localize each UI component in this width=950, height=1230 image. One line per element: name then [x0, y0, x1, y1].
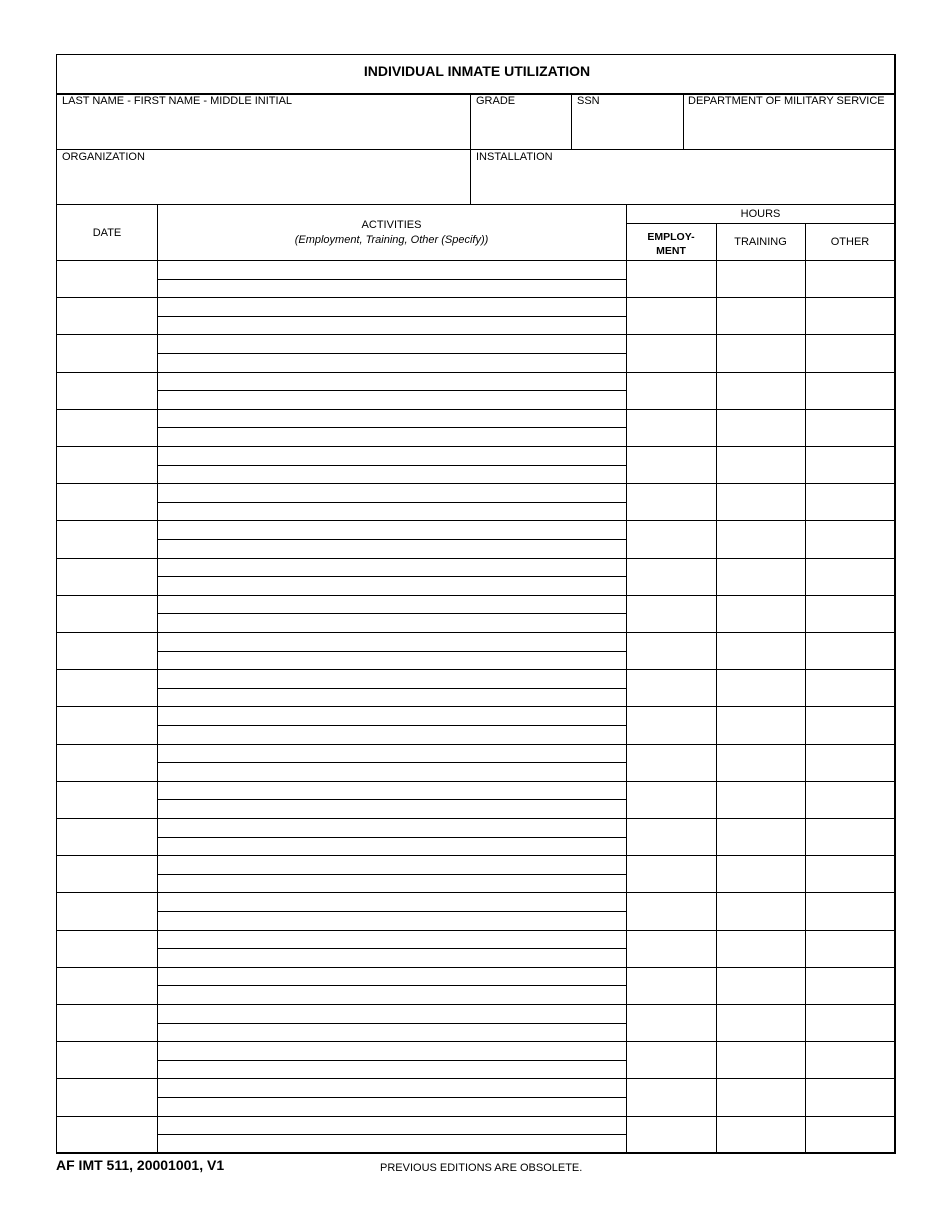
other-hours-cell[interactable]	[807, 373, 893, 408]
other-hours-cell[interactable]	[807, 670, 893, 705]
activity-split-line	[157, 1060, 626, 1061]
date-cell[interactable]	[58, 856, 156, 891]
employment-hours-cell[interactable]	[628, 782, 715, 817]
training-hours-cell[interactable]	[718, 707, 804, 742]
employment-hours-cell[interactable]	[628, 447, 715, 482]
training-hours-cell[interactable]	[718, 261, 804, 296]
other-hours-cell[interactable]	[807, 484, 893, 519]
activity-split-line	[157, 762, 626, 763]
other-hours-cell[interactable]	[807, 261, 893, 296]
employment-hours-cell[interactable]	[628, 1117, 715, 1152]
employment-hours-cell[interactable]	[628, 596, 715, 631]
employment-hours-cell[interactable]	[628, 1005, 715, 1040]
activity-line[interactable]	[159, 689, 625, 706]
divider	[57, 204, 895, 205]
activity-split-line	[157, 985, 626, 986]
activity-split-line	[157, 911, 626, 912]
activity-line[interactable]	[159, 466, 625, 483]
installation-field[interactable]	[472, 165, 893, 204]
form-identifier: AF IMT 511, 20001001, V1	[56, 1157, 225, 1173]
date-cell[interactable]	[58, 1005, 156, 1040]
department-label: DEPARTMENT OF MILITARY SERVICE	[688, 95, 885, 107]
employment-hours-cell[interactable]	[628, 484, 715, 519]
training-hours-cell[interactable]	[718, 298, 804, 333]
employment-hours-cell[interactable]	[628, 298, 715, 333]
training-hours-cell[interactable]	[718, 745, 804, 780]
other-hours-cell[interactable]	[807, 782, 893, 817]
date-cell[interactable]	[58, 335, 156, 370]
activity-line[interactable]	[159, 410, 625, 427]
training-hours-cell[interactable]	[718, 559, 804, 594]
activity-line[interactable]	[159, 596, 625, 613]
date-header: DATE	[92, 227, 122, 239]
activity-line[interactable]	[159, 819, 625, 836]
activity-line[interactable]	[159, 763, 625, 780]
activity-split-line	[157, 576, 626, 577]
other-hours-cell[interactable]	[807, 745, 893, 780]
other-hours-cell[interactable]	[807, 1079, 893, 1114]
activity-line[interactable]	[159, 484, 625, 501]
date-cell[interactable]	[58, 559, 156, 594]
other-header: OTHER	[830, 236, 870, 248]
activities-column-divider	[626, 204, 627, 1153]
training-hours-cell[interactable]	[718, 1079, 804, 1114]
employment-hours-cell[interactable]	[628, 893, 715, 928]
grade-label: GRADE	[476, 95, 516, 107]
activity-split-line	[157, 1134, 626, 1135]
date-cell[interactable]	[58, 410, 156, 445]
date-column-divider	[157, 204, 158, 1153]
activity-split-line	[157, 502, 626, 503]
activity-line[interactable]	[159, 1024, 625, 1041]
activity-line[interactable]	[159, 1135, 625, 1152]
other-hours-cell[interactable]	[807, 633, 893, 668]
activity-line[interactable]	[159, 1098, 625, 1115]
activity-split-line	[157, 874, 626, 875]
activity-line[interactable]	[159, 931, 625, 948]
activities-subheader: (Employment, Training, Other (Specify))	[294, 234, 489, 246]
date-cell[interactable]	[58, 1117, 156, 1152]
activity-split-line	[157, 465, 626, 466]
activity-line[interactable]	[159, 670, 625, 687]
activity-line[interactable]	[159, 298, 625, 315]
activity-line[interactable]	[159, 1061, 625, 1078]
employment-hours-cell[interactable]	[628, 931, 715, 966]
employment-hours-cell[interactable]	[628, 819, 715, 854]
activity-line[interactable]	[159, 335, 625, 352]
activity-line[interactable]	[159, 1117, 625, 1134]
employment-hours-cell[interactable]	[628, 1079, 715, 1114]
other-hours-cell[interactable]	[807, 856, 893, 891]
training-hours-cell[interactable]	[718, 856, 804, 891]
activity-split-line	[157, 688, 626, 689]
employment-hours-cell[interactable]	[628, 559, 715, 594]
date-cell[interactable]	[58, 596, 156, 631]
date-cell[interactable]	[58, 745, 156, 780]
activity-line[interactable]	[159, 317, 625, 334]
inmate-utilization-form	[56, 54, 896, 1154]
employment-header-line1: EMPLOY-	[647, 231, 695, 243]
training-hours-cell[interactable]	[718, 596, 804, 631]
activity-line[interactable]	[159, 373, 625, 390]
other-hours-cell[interactable]	[807, 410, 893, 445]
hours-divider	[626, 223, 895, 224]
activity-split-line	[157, 613, 626, 614]
date-cell[interactable]	[58, 298, 156, 333]
activity-split-line	[157, 539, 626, 540]
activity-line[interactable]	[159, 726, 625, 743]
activity-line[interactable]	[159, 391, 625, 408]
activity-line[interactable]	[159, 968, 625, 985]
name-label: LAST NAME - FIRST NAME - MIDDLE INITIAL	[62, 95, 293, 107]
other-hours-cell[interactable]	[807, 707, 893, 742]
training-column-divider	[805, 223, 806, 1153]
grade-field[interactable]	[472, 109, 570, 148]
date-cell[interactable]	[58, 968, 156, 1003]
activity-split-line	[157, 799, 626, 800]
date-cell[interactable]	[58, 782, 156, 817]
training-hours-cell[interactable]	[718, 893, 804, 928]
training-hours-cell[interactable]	[718, 670, 804, 705]
activity-line[interactable]	[159, 800, 625, 817]
date-cell[interactable]	[58, 819, 156, 854]
date-cell[interactable]	[58, 1079, 156, 1114]
employment-hours-cell[interactable]	[628, 707, 715, 742]
activity-line[interactable]	[159, 856, 625, 873]
training-hours-cell[interactable]	[718, 373, 804, 408]
activity-line[interactable]	[159, 559, 625, 576]
other-hours-cell[interactable]	[807, 521, 893, 556]
employment-column-divider	[716, 223, 717, 1153]
employment-hours-cell[interactable]	[628, 968, 715, 1003]
date-cell[interactable]	[58, 521, 156, 556]
other-hours-cell[interactable]	[807, 1117, 893, 1152]
name-field[interactable]	[58, 109, 469, 148]
training-hours-cell[interactable]	[718, 447, 804, 482]
hours-header: HOURS	[740, 208, 781, 220]
training-hours-cell[interactable]	[718, 782, 804, 817]
activity-line[interactable]	[159, 633, 625, 650]
date-cell[interactable]	[58, 484, 156, 519]
divider	[57, 149, 895, 150]
installation-label: INSTALLATION	[476, 151, 553, 163]
organization-label: ORGANIZATION	[62, 151, 145, 163]
training-hours-cell[interactable]	[718, 1117, 804, 1152]
activity-split-line	[157, 725, 626, 726]
activity-line[interactable]	[159, 875, 625, 892]
activity-line[interactable]	[159, 707, 625, 724]
activity-line[interactable]	[159, 893, 625, 910]
training-hours-cell[interactable]	[718, 819, 804, 854]
activity-line[interactable]	[159, 986, 625, 1003]
activity-split-line	[157, 390, 626, 391]
activities-header: ACTIVITIES	[361, 219, 422, 231]
employment-hours-cell[interactable]	[628, 261, 715, 296]
date-cell[interactable]	[58, 1042, 156, 1077]
activity-line[interactable]	[159, 1079, 625, 1096]
activity-line[interactable]	[159, 503, 625, 520]
training-hours-cell[interactable]	[718, 410, 804, 445]
other-hours-cell[interactable]	[807, 968, 893, 1003]
other-hours-cell[interactable]	[807, 1042, 893, 1077]
organization-field[interactable]	[58, 165, 469, 204]
activity-line[interactable]	[159, 540, 625, 557]
other-hours-cell[interactable]	[807, 596, 893, 631]
other-hours-cell[interactable]	[807, 893, 893, 928]
employment-hours-cell[interactable]	[628, 410, 715, 445]
activity-line[interactable]	[159, 782, 625, 799]
activity-split-line	[157, 353, 626, 354]
training-header: TRAINING	[734, 236, 787, 248]
employment-hours-cell[interactable]	[628, 335, 715, 370]
activity-line[interactable]	[159, 912, 625, 929]
other-hours-cell[interactable]	[807, 298, 893, 333]
employment-hours-cell[interactable]	[628, 856, 715, 891]
training-hours-cell[interactable]	[718, 633, 804, 668]
date-cell[interactable]	[58, 633, 156, 668]
employment-hours-cell[interactable]	[628, 373, 715, 408]
activity-line[interactable]	[159, 1005, 625, 1022]
obsolete-notice: PREVIOUS EDITIONS ARE OBSOLETE.	[380, 1162, 583, 1174]
activity-split-line	[157, 1097, 626, 1098]
activity-line[interactable]	[159, 1042, 625, 1059]
employment-hours-cell[interactable]	[628, 633, 715, 668]
training-hours-cell[interactable]	[718, 335, 804, 370]
training-hours-cell[interactable]	[718, 1042, 804, 1077]
other-hours-cell[interactable]	[807, 559, 893, 594]
date-cell[interactable]	[58, 373, 156, 408]
divider	[571, 94, 572, 149]
activity-split-line	[157, 279, 626, 280]
training-hours-cell[interactable]	[718, 968, 804, 1003]
date-cell[interactable]	[58, 931, 156, 966]
training-hours-cell[interactable]	[718, 521, 804, 556]
department-field[interactable]	[685, 109, 893, 148]
activity-line[interactable]	[159, 447, 625, 464]
activity-split-line	[157, 316, 626, 317]
employment-header-line2: MENT	[656, 245, 686, 257]
activity-split-line	[157, 651, 626, 652]
activity-split-line	[157, 427, 626, 428]
training-hours-cell[interactable]	[718, 484, 804, 519]
date-cell[interactable]	[58, 670, 156, 705]
activity-line[interactable]	[159, 428, 625, 445]
other-hours-cell[interactable]	[807, 447, 893, 482]
employment-hours-cell[interactable]	[628, 521, 715, 556]
activity-line[interactable]	[159, 261, 625, 278]
activity-line[interactable]	[159, 745, 625, 762]
activity-line[interactable]	[159, 838, 625, 855]
activity-split-line	[157, 948, 626, 949]
employment-hours-cell[interactable]	[628, 745, 715, 780]
activity-line[interactable]	[159, 354, 625, 371]
activity-split-line	[157, 1023, 626, 1024]
other-hours-cell[interactable]	[807, 819, 893, 854]
activity-line[interactable]	[159, 280, 625, 297]
form-title: INDIVIDUAL INMATE UTILIZATION	[363, 63, 591, 79]
other-hours-cell[interactable]	[807, 335, 893, 370]
other-hours-cell[interactable]	[807, 1005, 893, 1040]
activity-line[interactable]	[159, 577, 625, 594]
activity-split-line	[157, 837, 626, 838]
date-cell[interactable]	[58, 707, 156, 742]
employment-hours-cell[interactable]	[628, 670, 715, 705]
divider	[683, 94, 684, 149]
ssn-label: SSN	[577, 95, 600, 107]
date-cell[interactable]	[58, 447, 156, 482]
ssn-field[interactable]	[573, 109, 682, 148]
training-hours-cell[interactable]	[718, 931, 804, 966]
activity-line[interactable]	[159, 949, 625, 966]
date-cell[interactable]	[58, 261, 156, 296]
employment-hours-cell[interactable]	[628, 1042, 715, 1077]
other-hours-cell[interactable]	[807, 931, 893, 966]
activity-line[interactable]	[159, 652, 625, 669]
date-cell[interactable]	[58, 893, 156, 928]
activity-line[interactable]	[159, 614, 625, 631]
training-hours-cell[interactable]	[718, 1005, 804, 1040]
activity-line[interactable]	[159, 521, 625, 538]
